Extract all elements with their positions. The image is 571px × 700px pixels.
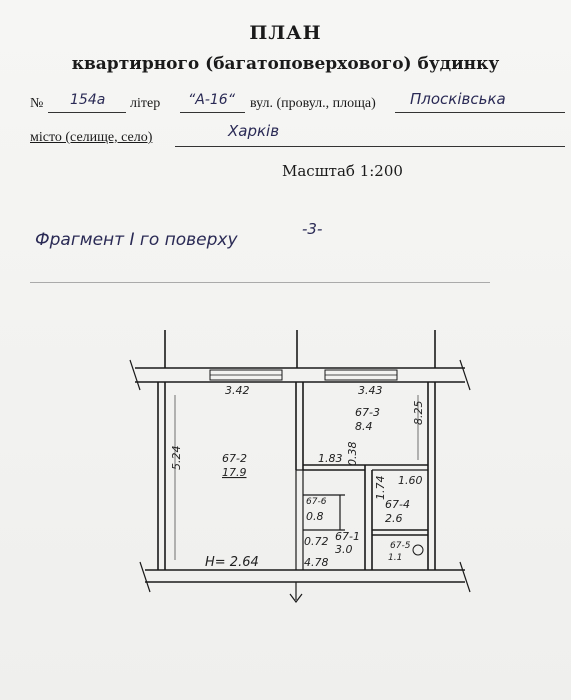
city-label: місто (селище, село) (30, 130, 153, 145)
room-code: 67-4 (385, 498, 410, 511)
dim-072: 0.72 (304, 535, 329, 548)
room-code: 67-1 (335, 530, 360, 543)
room-code: 67-3 (355, 406, 380, 419)
document-subtitle: квартирного (багатоповерхового) будинку (71, 54, 500, 74)
dim-160: 1.60 (398, 474, 423, 487)
room-code: 67-5 (390, 541, 411, 551)
room-code: 67-2 (222, 452, 247, 465)
document-title: ПЛАН (249, 22, 322, 44)
dim-478: 4.78 (304, 556, 329, 569)
break-marks (130, 360, 470, 390)
number-value: 154а (70, 92, 106, 108)
room-code: 67-6 (306, 497, 327, 507)
top-wall (135, 368, 465, 382)
room-area: 1.1 (388, 553, 403, 563)
entry-arrow (290, 582, 302, 602)
dim-038: 0.38 (346, 441, 359, 466)
fragment-note: Фрагмент I го поверху (35, 230, 238, 250)
ceiling-height: H= 2.64 (205, 555, 259, 570)
street-value: Плосківська (410, 90, 506, 108)
number-label: № (30, 96, 44, 111)
dim-wall-right: 3.43 (358, 384, 383, 397)
room-area: 17.9 (222, 466, 247, 479)
dim-right-height: 8.25 (412, 400, 425, 425)
partition-main (296, 382, 303, 470)
room-area: 2.6 (385, 512, 403, 525)
room-area: 0.8 (306, 510, 324, 523)
page-mark: -3- (302, 220, 323, 238)
city-value: Харків (228, 122, 280, 140)
dim-left-height: 5.24 (170, 445, 183, 470)
scale-label: Масштаб 1:200 (282, 162, 403, 180)
room-area: 8.4 (355, 420, 373, 433)
toilet-fixture (413, 545, 423, 555)
dim-wall-left: 3.42 (225, 384, 250, 397)
room-area: 3.0 (335, 543, 353, 556)
right-wall (428, 382, 435, 570)
bottom-wall (145, 570, 465, 582)
street-label: вул. (провул., площа) (250, 96, 376, 111)
partition-bath (365, 465, 372, 570)
liter-value: “А-16“ (188, 92, 235, 108)
dim-corridor-top: 1.83 (318, 452, 343, 465)
left-wall (158, 382, 165, 570)
dim-174: 1.74 (374, 475, 387, 500)
partition-wc (372, 530, 428, 535)
liter-label: літер (130, 96, 161, 111)
